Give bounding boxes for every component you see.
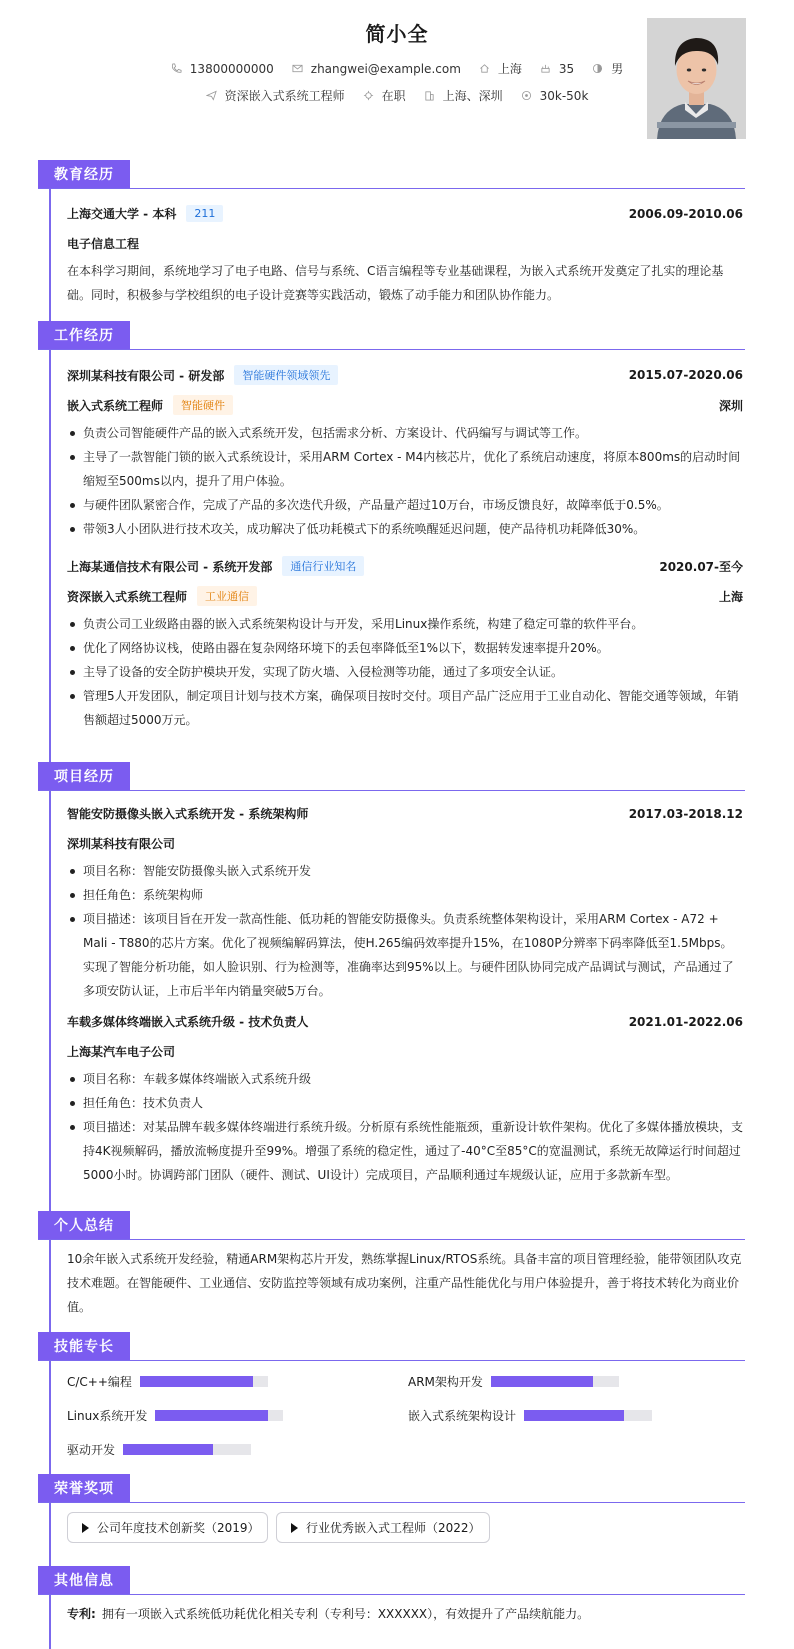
section-divider xyxy=(38,1360,745,1361)
project-date: 2021.01-2022.06 xyxy=(628,1014,743,1029)
phone-text: 13800000000 xyxy=(189,61,274,76)
list-item: 项目描述：该项目旨在开发一款高性能、低功耗的智能安防摄像头。负责系统整体架构设计，采用ARM Cortex - A72 + Mali - T880的芯片方案。优化了视频编解码算法，使H.265编码效率提升15%，在1080P分辨率下码率降低至1.5Mbps。实现了智能分析功能，如人脸识别、行为检测等，准确率达到95%以上。与硬件团队协同完成产品调试与测试，产品通过了多项安防认证，上市后半年内销量突破5万台。 xyxy=(67,907,743,1003)
awards-section-title: 荣誉奖项 xyxy=(38,1474,130,1502)
position-tag: 智能硬件 xyxy=(173,395,233,415)
job-company-row xyxy=(67,556,743,576)
other-section-header xyxy=(38,1566,745,1594)
project-bullet-list xyxy=(67,1067,743,1187)
company-name: 深圳某科技有限公司 - 研发部 xyxy=(67,368,225,383)
skill-name: 驱动开发 xyxy=(67,1443,116,1457)
phone-icon xyxy=(171,63,182,74)
age-text: 35 xyxy=(558,61,575,76)
award-label: 公司年度技术创新奖（2019） xyxy=(97,1521,260,1535)
skill-bar-fill xyxy=(155,1410,268,1421)
education-major: 电子信息工程 xyxy=(67,237,140,251)
work-section-title: 工作经历 xyxy=(38,321,130,349)
project-name: 智能安防摄像头嵌入式系统开发 - 系统架构师 xyxy=(67,807,309,821)
target-city-text: 上海、深圳 xyxy=(442,89,503,103)
section-divider xyxy=(38,790,745,791)
project-company: 深圳某科技有限公司 xyxy=(67,837,176,851)
phone-item xyxy=(171,62,274,76)
summary-section-header xyxy=(38,1211,745,1239)
projects-section-title: 项目经历 xyxy=(38,762,130,790)
skill-bar xyxy=(140,1376,268,1387)
skill-name: Linux系统开发 xyxy=(67,1409,148,1423)
status-item xyxy=(363,87,406,104)
skill-item xyxy=(408,1407,652,1424)
project-title-row xyxy=(67,805,743,822)
project-date: 2017.03-2018.12 xyxy=(628,806,743,821)
skill-bar-fill xyxy=(491,1376,593,1387)
skill-item xyxy=(67,1441,251,1458)
list-item: 担任角色：技术负责人 xyxy=(67,1091,743,1115)
other-row xyxy=(67,1605,743,1622)
list-item: 主导了一款智能门锁的嵌入式系统设计，采用ARM Cortex - M4内核芯片，优化了系统启动速度，将原本800ms的启动时间缩短至500ms以内，提升了用户体验。 xyxy=(67,445,743,493)
gender-text: 男 xyxy=(611,62,624,76)
company-tag: 智能硬件领域领先 xyxy=(234,365,338,385)
job-location: 深圳 xyxy=(718,398,743,413)
job-bullet-list xyxy=(67,612,743,732)
home-icon xyxy=(479,63,490,74)
city-text: 上海 xyxy=(497,62,522,76)
position-name: 嵌入式系统工程师 xyxy=(67,398,164,413)
triangle-icon xyxy=(82,1523,89,1533)
list-item: 项目名称：智能安防摄像头嵌入式系统开发 xyxy=(67,859,743,883)
list-item: 项目描述：对某品牌车载多媒体终端进行系统升级。分析原有系统性能瓶颈，重新设计软件架构。优化了多媒体播放模块，支持4K视频解码，播放流畅度提升至99%。增强了系统的稳定性，通过了-40°C至85°C的宽温测试，系统无故障运行时间超过5000小时。协调跨部门团队（硬件、测试、UI设计）完成项目，产品顺利通过车规级认证，应用于多款新车型。 xyxy=(67,1115,743,1187)
skill-bar xyxy=(155,1410,283,1421)
avatar-photo xyxy=(647,18,746,139)
status-text: 在职 xyxy=(381,89,406,103)
school-tag: 211 xyxy=(186,205,223,222)
job-date: 2020.07-至今 xyxy=(659,559,743,574)
position-name: 资深嵌入式系统工程师 xyxy=(67,589,188,604)
school-name: 上海交通大学 - 本科 xyxy=(67,207,177,221)
skill-bar xyxy=(491,1376,619,1387)
candidate-name: 简小全 xyxy=(365,22,429,46)
project-name: 车载多媒体终端嵌入式系统升级 - 技术负责人 xyxy=(67,1015,309,1029)
award-label: 行业优秀嵌入式工程师（2022） xyxy=(306,1521,481,1535)
skill-bar xyxy=(123,1444,251,1455)
send-icon xyxy=(206,90,217,101)
summary-text: 10余年嵌入式系统开发经验，精通ARM架构芯片开发，熟练掌握Linux/RTOS系统。具备丰富的项目管理经验，能带领团队攻克技术难题。在智能硬件、工业通信、安防监控等领域有成功案例，注重产品性能优化与用户体验提升，善于将技术转化为商业价值。 xyxy=(67,1252,742,1314)
job-company-row xyxy=(67,365,743,385)
skill-item xyxy=(67,1373,268,1390)
list-item: 主导了设备的安全防护模块开发，实现了防火墙、入侵检测等功能，通过了多项安全认证。 xyxy=(67,660,743,684)
company-tag: 通信行业知名 xyxy=(282,556,364,576)
job-title-text: 资深嵌入式系统工程师 xyxy=(224,89,345,103)
list-item: 管理5人开发团队，制定项目计划与技术方案，确保项目按时交付。项目产品广泛应用于工业自动化、智能交通等领域，年销售额超过5000万元。 xyxy=(67,684,743,732)
education-date: 2006.09-2010.06 xyxy=(628,206,743,221)
timeline-line xyxy=(49,162,51,1649)
target-city-item xyxy=(424,87,503,104)
mail-icon xyxy=(292,63,303,74)
salary-item xyxy=(521,89,589,103)
award-item xyxy=(67,1512,268,1543)
salary-text: 30k-50k xyxy=(539,88,589,103)
project-company: 上海某汽车电子公司 xyxy=(67,1045,176,1059)
skill-item xyxy=(408,1373,619,1390)
section-divider xyxy=(38,1239,745,1240)
skill-name: 嵌入式系统架构设计 xyxy=(408,1409,517,1423)
cake-icon xyxy=(540,63,551,74)
job-date: 2015.07-2020.06 xyxy=(628,368,743,382)
section-divider xyxy=(38,188,745,189)
list-item: 与硬件团队紧密合作，完成了产品的多次迭代升级，产品量产超过10万台，市场反馈良好，故障率低于0.5%。 xyxy=(67,493,743,517)
other-section-title: 其他信息 xyxy=(38,1566,130,1594)
section-divider xyxy=(38,1502,745,1503)
email-item xyxy=(292,62,461,76)
skill-bar-fill xyxy=(524,1410,624,1421)
job-position-row xyxy=(67,586,743,606)
city-item xyxy=(479,60,522,77)
award-item xyxy=(276,1512,490,1543)
job-position-row xyxy=(67,395,743,415)
education-row xyxy=(67,205,743,222)
patent-text: 拥有一项嵌入式系统低功耗优化相关专利（专利号：XXXXXX），有效提升了产品续航能力。 xyxy=(101,1607,590,1621)
job-bullet-list xyxy=(67,421,743,541)
education-section-header xyxy=(38,160,745,188)
triangle-icon xyxy=(291,1523,298,1533)
project-title-row xyxy=(67,1013,743,1030)
section-divider xyxy=(38,349,745,350)
skill-item xyxy=(67,1407,283,1424)
job-title-item xyxy=(206,87,345,104)
gender-item xyxy=(592,60,623,77)
status-icon xyxy=(363,90,374,101)
summary-section-title: 个人总结 xyxy=(38,1211,130,1239)
project-bullet-list xyxy=(67,859,743,1003)
projects-section-header xyxy=(38,762,745,790)
list-item: 优化了网络协议栈，使路由器在复杂网络环境下的丢包率降低至1%以下，数据转发速率提升20%。 xyxy=(67,636,743,660)
building-icon xyxy=(424,90,435,101)
list-item: 负责公司工业级路由器的嵌入式系统架构设计与开发，采用Linux操作系统，构建了稳定可靠的软件平台。 xyxy=(67,612,743,636)
work-section-header xyxy=(38,321,745,349)
skill-bar-fill xyxy=(140,1376,253,1387)
section-divider xyxy=(38,1594,745,1595)
skill-name: C/C++编程 xyxy=(67,1375,132,1389)
list-item: 担任角色：系统架构师 xyxy=(67,883,743,907)
education-description: 在本科学习期间，系统地学习了电子电路、信号与系统、C语言编程等专业基础课程，为嵌入式系统开发奠定了扎实的理论基础。同时，积极参与学校组织的电子设计竞赛等实践活动，锻炼了动手能力和团队协作能力。 xyxy=(67,264,724,302)
list-item: 负责公司智能硬件产品的嵌入式系统开发，包括需求分析、方案设计、代码编写与调试等工作。 xyxy=(67,421,743,445)
company-name: 上海某通信技术有限公司 - 系统开发部 xyxy=(67,559,273,574)
skills-section-header xyxy=(38,1332,745,1360)
avatar-portrait-image xyxy=(647,18,746,139)
age-item xyxy=(540,62,574,76)
skill-name: ARM架构开发 xyxy=(408,1375,483,1389)
list-item: 项目名称：车载多媒体终端嵌入式系统升级 xyxy=(67,1067,743,1091)
gender-icon xyxy=(592,63,603,74)
coin-icon xyxy=(521,90,532,101)
skill-bar-fill xyxy=(123,1444,213,1455)
skill-bar xyxy=(524,1410,652,1421)
email-text: zhangwei@example.com xyxy=(310,61,461,76)
patent-label: 专利: xyxy=(67,1607,96,1621)
job-location: 上海 xyxy=(718,589,743,604)
skills-section-title: 技能专长 xyxy=(38,1332,130,1360)
awards-section-header xyxy=(38,1474,745,1502)
list-item: 带领3人小团队进行技术攻关，成功解决了低功耗模式下的系统唤醒延迟问题，使产品待机功耗降低30%。 xyxy=(67,517,743,541)
position-tag: 工业通信 xyxy=(197,586,257,606)
education-section-title: 教育经历 xyxy=(38,160,130,188)
